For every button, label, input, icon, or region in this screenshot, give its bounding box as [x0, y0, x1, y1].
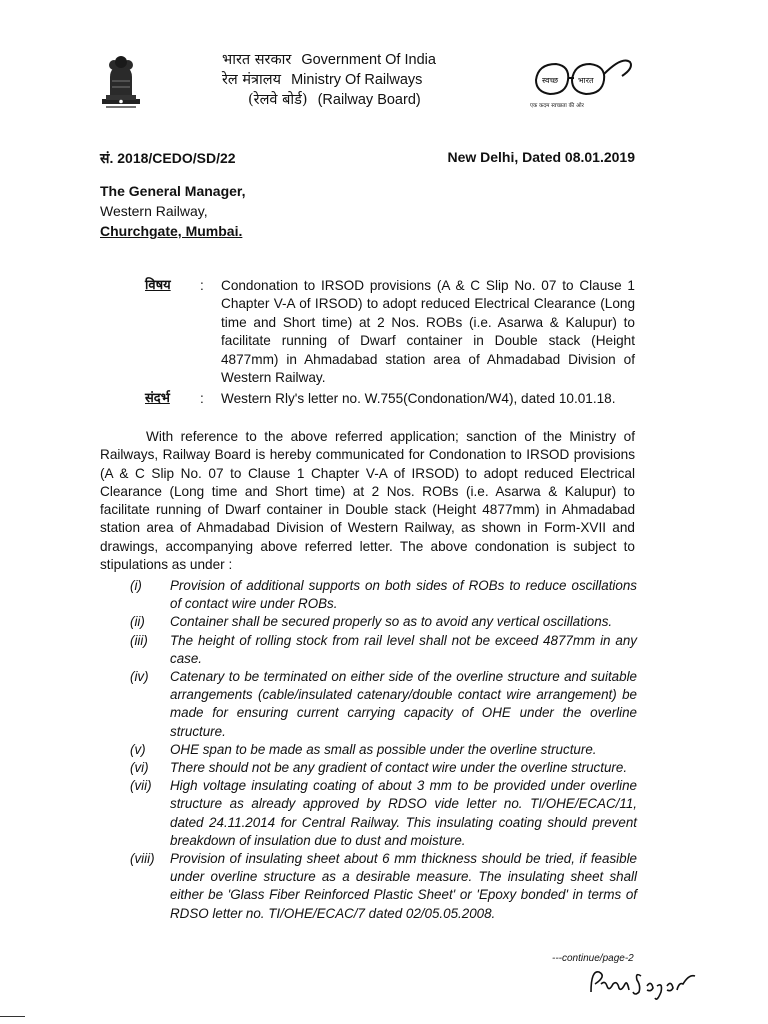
header-hindi-ministry: रेल मंत्रालय: [222, 72, 282, 88]
stipulations-list: [100, 577, 637, 923]
list-item-text: The height of rolling stock from rail level shall not be exceed 4877mm in any case.: [170, 632, 637, 666]
subject-colon: :: [200, 278, 204, 293]
header-govt: Government Of India: [301, 52, 436, 68]
list-item: [100, 759, 637, 777]
list-item-text: Catenary to be terminated on either side of the overline structure and suitable arrangements (cable/insulated catenary/double contact wire arrangement) be made for ensuring current carrying capacity of OHE under the overline structure.: [170, 669, 637, 739]
subject-block: [145, 277, 635, 387]
logo-tagline: एक कदम स्वच्छता की ओर: [530, 103, 584, 109]
letter-number: सं. 2018/CEDO/SD/22: [100, 150, 236, 166]
subject-label: विषय: [145, 278, 171, 293]
list-item-number: (i): [130, 578, 142, 593]
body-paragraph: With reference to the above referred application; sanction of the Ministry of Railways, Railway Board is hereby communicated for Condonation to IRSOD provisions (A & C Slip No. 07 to Clause 1 Chapter V-A of IRSOD) to adopt reduced Electrical Clearance (Long time and Short time) at 2 Nos. ROBs (i.e. Asarwa & Kalupur) to facilitate running of Dwarf container in Double stack (Height 4877mm) in Ahmadabad station area of Ahmadabad Division of Western Railway, as shown in Form-XVII and drawings, accompanying above referred letter. The above condonation is subject to stipulations as under :: [100, 429, 635, 573]
list-item-number: (v): [130, 741, 146, 757]
list-item: [100, 632, 637, 668]
continue-note: ---continue/page-2: [552, 953, 634, 964]
addressee-railway: Western Railway,: [100, 203, 208, 219]
logo-right-text: भारत: [578, 76, 594, 85]
letter-date: New Delhi, Dated 08.01.2019: [447, 149, 635, 165]
addressee: [100, 181, 246, 241]
list-item: [100, 613, 637, 631]
list-item-text: OHE span to be made as small as possible under the overline structure.: [170, 741, 597, 757]
list-item: [100, 668, 637, 741]
header-hindi-board: (रेलवे बोर्ड): [248, 92, 308, 108]
reference-block: [145, 390, 635, 408]
addressee-title: The General Manager,: [100, 183, 246, 199]
reference-text: Western Rly's letter no. W.755(Condonation/W4), dated 10.01.18.: [221, 391, 616, 406]
addressee-city: Churchgate, Mumbai.: [100, 223, 243, 239]
margin-tick: [0, 1016, 25, 1017]
list-item-number: (vi): [130, 760, 149, 776]
list-item-text: High voltage insulating coating of about 3 mm to be provided under overline structure as already approved by RDSO vide letter no. TI/OHE/ECAC/11, dated 24.11.2014 for Central Railway. This insulating coating should prevent breakdown of insulation due to dust and moisture.: [170, 778, 637, 848]
signature-icon: [585, 962, 735, 1002]
list-item: [100, 777, 637, 850]
header-hindi-govt: भारत सरकार: [222, 52, 292, 68]
national-emblem-icon: [96, 55, 146, 111]
list-item-text: There should not be any gradient of contact wire under the overline structure.: [170, 760, 628, 776]
reference-colon: :: [200, 391, 204, 406]
header-board: (Railway Board): [317, 92, 421, 108]
swachh-bharat-logo: [526, 52, 636, 112]
list-item-number: (vii): [130, 778, 152, 794]
header-ministry: Ministry Of Railways: [291, 72, 423, 88]
logo-left-text: स्वच्छ: [542, 76, 559, 85]
list-item-text: Provision of insulating sheet about 6 mm thickness should be tried, if feasible under overline structure as a desirable measure. The insulating sheet shall either be 'Glass Fiber Reinforced Plastic Sheet' or 'Epoxy bonded' in terms of RDSO letter no. TI/OHE/ECAC/7 dated 02/05.05.2008.: [170, 851, 637, 921]
subject-text: Condonation to IRSOD provisions (A & C Slip No. 07 to Clause 1 Chapter V-A of IRSOD) to adopt reduced Electrical Clearance (Long time and Short time) at 2 Nos. ROBs (i.e. Asarwa & Kalupur) to facilitate running of Dwarf container in Double stack (Height 4877mm) in Ahmadabad station area of Ahmadabad Division of Western Railway.: [221, 278, 635, 386]
list-item: [100, 741, 637, 759]
list-item-number: (viii): [130, 851, 155, 867]
list-item-number: (iii): [130, 632, 148, 648]
list-item: [100, 577, 637, 613]
list-item-text: Container shall be secured properly so as to avoid any vertical oscillations.: [170, 614, 613, 630]
list-item-text: Provision of additional supports on both sides of ROBs to reduce oscillations of contact wire under ROBs.: [170, 578, 637, 612]
list-item-number: (ii): [130, 614, 145, 630]
list-item-number: (iv): [130, 669, 149, 685]
letterhead: [218, 50, 436, 110]
list-item: [100, 850, 637, 923]
reference-label: संदर्भ: [145, 391, 170, 406]
